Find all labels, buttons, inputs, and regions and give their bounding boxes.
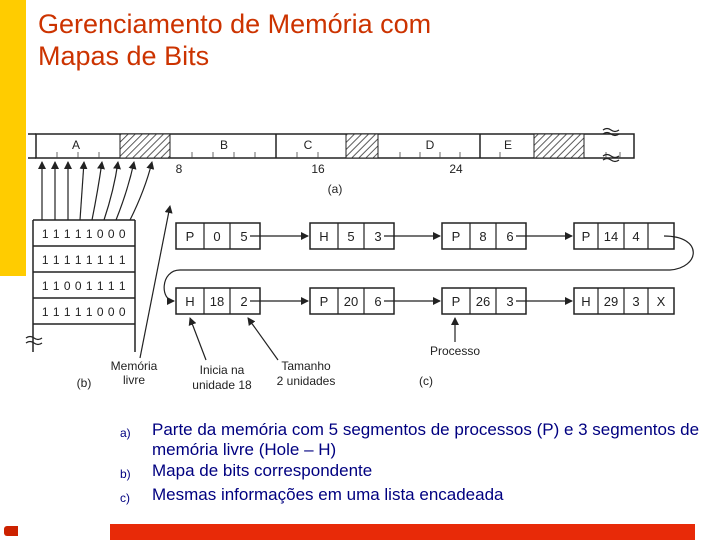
caption-b: (b) [76, 376, 92, 390]
list-end-marker: X [656, 294, 666, 309]
node-type: H [185, 294, 195, 309]
node-type: P [581, 229, 591, 244]
length-label-1: Tamanho [281, 359, 331, 373]
node-start: 20 [343, 294, 359, 309]
linked-list [164, 223, 693, 392]
bit-arrow [80, 162, 84, 220]
node-start: 14 [603, 229, 619, 244]
bit-arrow [130, 162, 152, 220]
bullet-text: Parte da memória com 5 segmentos de processos (P) e 3 segmentos de memória livre (Hole – H) [152, 420, 700, 459]
bitmap-row: 1 1 1 1 1 1 1 1 [41, 253, 127, 267]
node-type: H [581, 294, 591, 309]
logo-icon [4, 522, 56, 538]
tick-label-24: 24 [449, 162, 463, 176]
segment-label-e: E [503, 138, 513, 152]
bullet-list [120, 420, 710, 509]
node-length: 3 [374, 229, 382, 244]
list-node [442, 288, 526, 314]
list-node [310, 223, 394, 249]
node-start: 18 [209, 294, 225, 309]
bullet-item [120, 420, 710, 460]
title-line-2: Mapas de Bits [38, 41, 210, 71]
list-node [176, 223, 260, 249]
bit-arrow [92, 162, 102, 220]
bitmap-row: 1 1 1 1 1 0 0 0 [41, 227, 127, 241]
list-node [574, 288, 674, 314]
bit-arrow [104, 162, 118, 220]
node-start: 5 [347, 229, 355, 244]
node-start: 8 [479, 229, 487, 244]
caption-a: (a) [327, 182, 343, 196]
caption-c: (c) [419, 374, 433, 388]
list-node [574, 223, 674, 249]
starts-at-label-2: unidade 18 [192, 378, 252, 392]
bitmap-row: 1 1 0 0 1 1 1 1 [41, 279, 127, 293]
node-type: P [451, 294, 461, 309]
node-type: P [319, 294, 329, 309]
bullet-text: Mapa de bits correspondente [152, 461, 373, 480]
starts-at-label-1: Inicia na [199, 363, 245, 377]
length-arrow [248, 318, 278, 360]
break-mark-icon [26, 337, 42, 345]
starts-at-arrow [190, 318, 206, 360]
bitmap-arrows [42, 162, 152, 220]
tick-label-8: 8 [175, 162, 183, 176]
node-length: 5 [240, 229, 248, 244]
process-label: Processo [429, 344, 481, 358]
node-start: 29 [603, 294, 619, 309]
bit-arrow [116, 162, 134, 220]
node-length: 3 [506, 294, 514, 309]
tick-label-16: 16 [311, 162, 325, 176]
list-node [442, 223, 526, 249]
bullet-marker: c) [120, 491, 130, 505]
list-node [176, 288, 260, 314]
segment-label-b: B [219, 138, 229, 152]
node-start: 0 [213, 229, 221, 244]
free-segment-2 [346, 134, 378, 158]
free-memory-arrow [140, 206, 170, 358]
node-start: 26 [475, 294, 491, 309]
segment-label-a: A [71, 138, 81, 152]
bullet-item [120, 461, 710, 484]
bullet-marker: a) [120, 426, 131, 440]
node-type: P [185, 229, 195, 244]
free-segment-1 [120, 134, 170, 158]
memory-row [28, 129, 634, 197]
bullet-marker: b) [120, 467, 131, 481]
free-memory-label-1: Memória [110, 359, 158, 373]
node-length: 6 [506, 229, 514, 244]
bullet-text: Mesmas informações em uma lista encadeada [152, 485, 504, 504]
free-memory-label-2: livre [122, 373, 146, 387]
bottom-bar [110, 524, 695, 540]
bitmap [26, 206, 170, 390]
bullet-item [120, 485, 710, 508]
bitmap-row: 1 1 1 1 1 0 0 0 [41, 305, 127, 319]
node-type: P [451, 229, 461, 244]
free-segment-3 [534, 134, 584, 158]
node-length: 3 [632, 294, 640, 309]
list-node [310, 288, 394, 314]
node-length: 4 [632, 229, 640, 244]
segment-label-c: C [303, 138, 313, 152]
node-length: 6 [374, 294, 382, 309]
node-length: 2 [240, 294, 248, 309]
node-type: H [319, 229, 329, 244]
length-label-2: 2 unidades [276, 374, 336, 388]
title-line-1: Gerenciamento de Memória com [38, 9, 432, 39]
segment-label-d: D [425, 138, 435, 152]
